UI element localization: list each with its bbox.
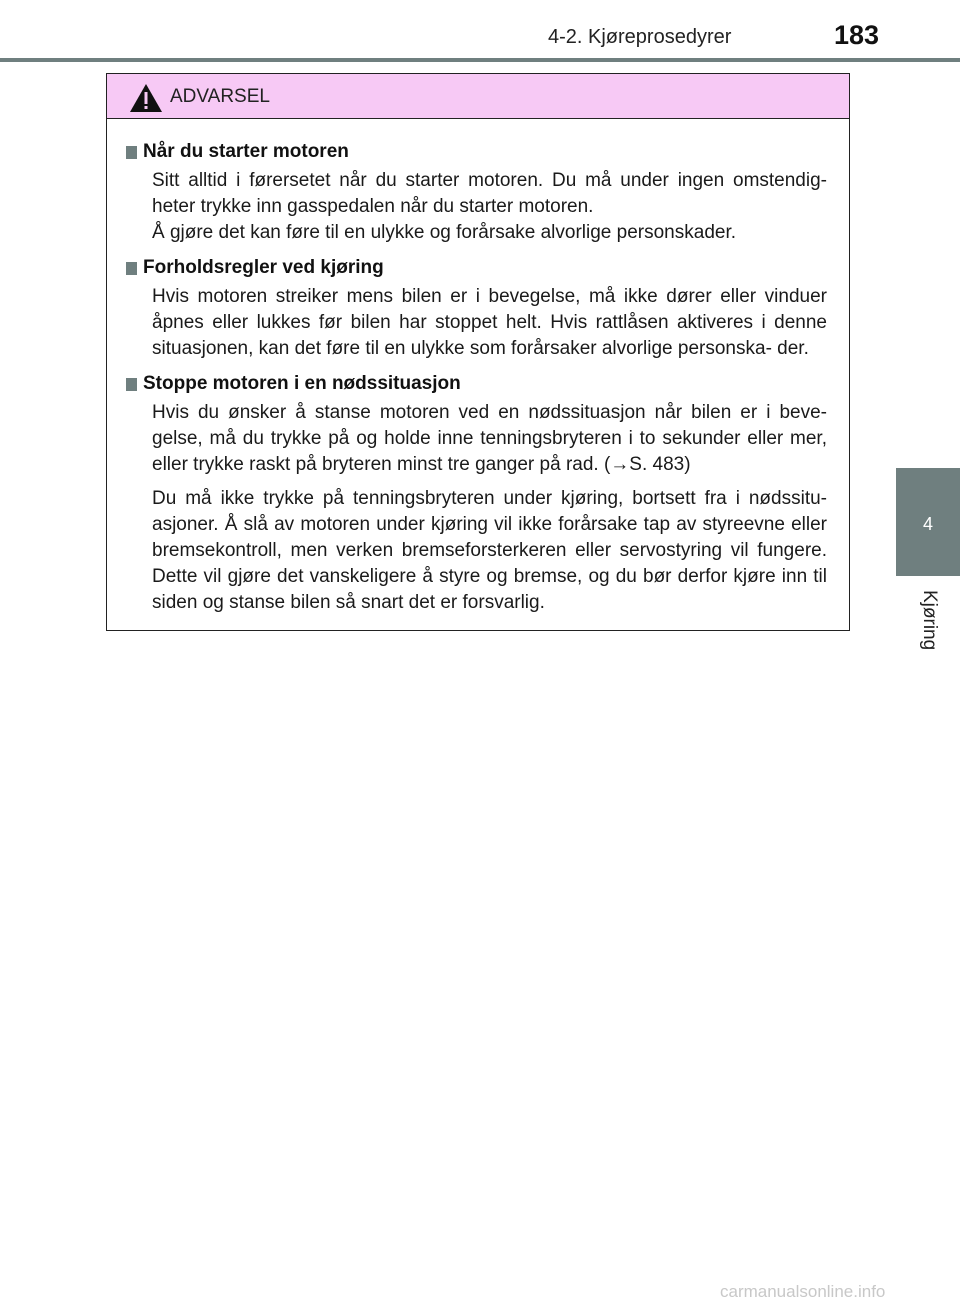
paragraph: Sitt alltid i førersetet når du starter motoren. Du må under ingen omstendig- heter trykke inn gasspedalen når du starter motoren. (152, 170, 827, 217)
chapter-label-container (900, 590, 958, 660)
heading-text: Stoppe motoren i en nødssituasjon (143, 373, 461, 394)
square-bullet-icon (126, 146, 137, 159)
chapter-tab[interactable] (896, 468, 960, 576)
chapter-label: Kjøring (919, 590, 940, 651)
paragraph: Hvis du ønsker å stanse motoren ved en nødssituasjon når bilen er i beve- gelse, må du trykke på og holde inne tenningsbryteren i to sekunder eller mer, eller trykke raskt på bryteren minst tre ganger på rad. (→S. 483) (152, 402, 827, 475)
heading-text: Forholdsregler ved kjøring (143, 257, 384, 278)
section-heading (126, 370, 827, 398)
page-number: 183 (834, 20, 880, 50)
square-bullet-icon (126, 262, 137, 275)
warning-box (106, 73, 850, 631)
warning-triangle-icon (129, 83, 163, 113)
watermark: carmanualsonline.info (720, 1282, 886, 1301)
section-heading (126, 138, 827, 166)
chapter-number: 4 (922, 514, 933, 534)
header-divider (0, 58, 960, 62)
section-heading (126, 254, 827, 282)
section-title: 4-2. Kjøreprosedyrer (548, 26, 732, 48)
paragraph: Hvis motoren streiker mens bilen er i bevegelse, må ikke dører eller vinduer åpnes eller lukkes før bilen har stoppet helt. Hvis rattlåsen aktiveres i denne situasjonen, kan det føre til en ulykke som forårsaker alvorlige personska- der. (152, 286, 827, 359)
warning-header (107, 74, 849, 119)
heading-text: Når du starter motoren (143, 141, 349, 162)
square-bullet-icon (126, 378, 137, 391)
warning-title: ADVARSEL (170, 86, 270, 107)
warning-body (107, 119, 849, 616)
paragraph: Å gjøre det kan føre til en ulykke og forårsake alvorlige personskader. (152, 222, 737, 243)
paragraph: Du må ikke trykke på tenningsbryteren under kjøring, bortsett fra i nødssitu- asjoner. Å slå av motoren under kjøring vil ikke forårsake tap av styreevne eller bremsekontroll, men verken bremseforsterkeren eller servostyring vil fungere. Dette vil gjøre det vanskeligere å styre og bremse, og du bør derfor kjøre inn til siden og stanse bilen så snart det er forsvarlig. (152, 488, 827, 613)
